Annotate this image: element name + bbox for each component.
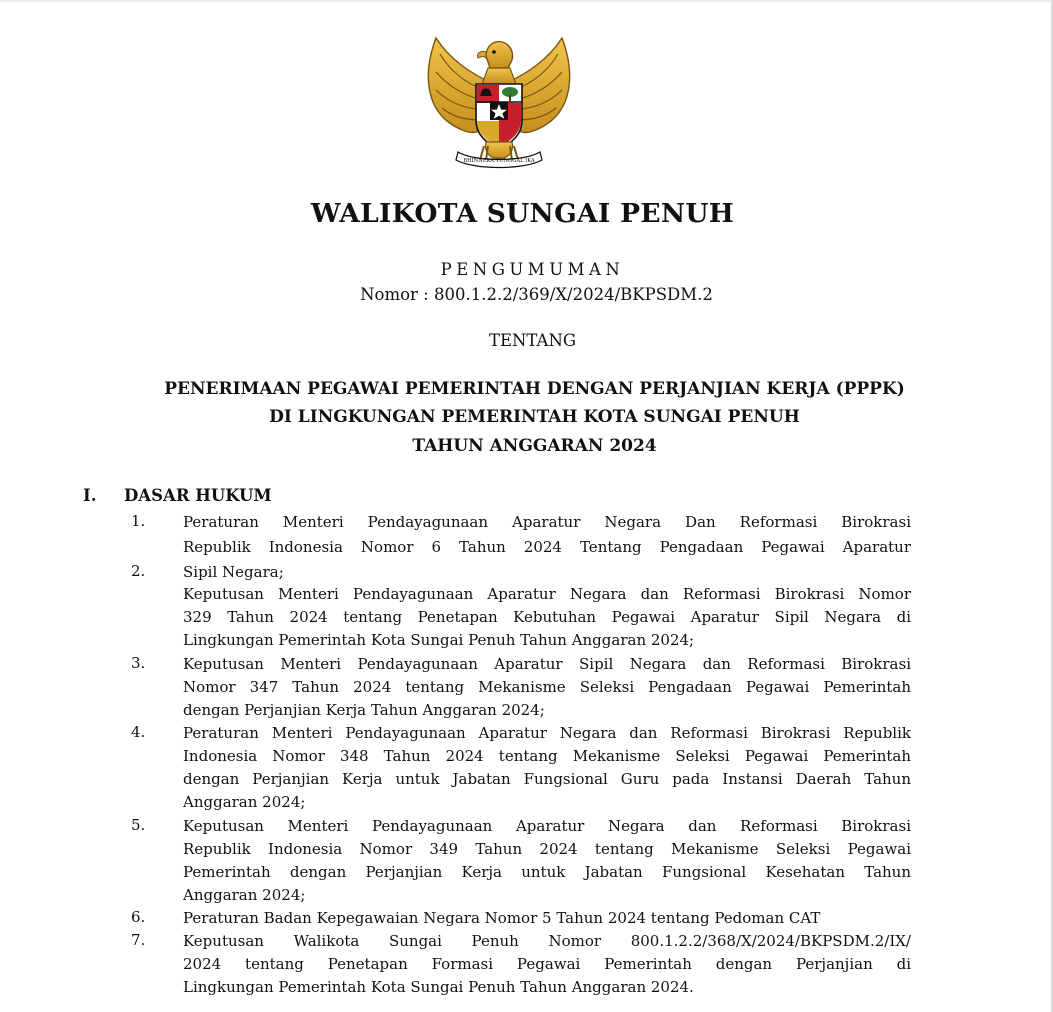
list-item-line: 2024 tentang Penetapan Formasi Pegawai Pemerintah dengan Perjanjian di bbox=[183, 955, 911, 973]
list-item-line: Peraturan Menteri Pendayagunaan Aparatur Negara Dan Reformasi Birokrasi bbox=[183, 513, 911, 531]
list-item-line: Keputusan Menteri Pendayagunaan Aparatur Negara dan Reformasi Birokrasi bbox=[183, 817, 911, 835]
subject-line-3: TAHUN ANGGARAN 2024 bbox=[412, 436, 657, 456]
list-item-line: Anggaran 2024; bbox=[183, 886, 306, 904]
list-item-number: 4. bbox=[131, 723, 146, 741]
garuda-pancasila-emblem-icon bbox=[424, 34, 574, 170]
list-item-line: Lingkungan Pemerintah Kota Sungai Penuh Tahun Anggaran 2024; bbox=[183, 631, 695, 649]
list-item-number: 7. bbox=[131, 931, 146, 949]
subject-line-1: PENERIMAAN PEGAWAI PEMERINTAH DENGAN PERJANJIAN KERJA (PPPK) bbox=[164, 379, 905, 399]
document-number: Nomor : 800.1.2.2/369/X/2024/BKPSDM.2 bbox=[360, 285, 713, 304]
list-item-number: 3. bbox=[131, 654, 146, 672]
list-item-line: dengan Perjanjian Kerja Tahun Anggaran 2024; bbox=[183, 701, 545, 719]
list-item-line: Keputusan Menteri Pendayagunaan Aparatur Negara dan Reformasi Birokrasi Nomor bbox=[183, 585, 911, 603]
list-item-line: Sipil Negara; bbox=[183, 563, 284, 581]
list-item-number: 6. bbox=[131, 908, 146, 926]
list-item-line: Keputusan Walikota Sungai Penuh Nomor 800.1.2.2/368/X/2024/BKPSDM.2/IX/ bbox=[183, 932, 911, 950]
tail bbox=[485, 142, 512, 158]
section-number: I. bbox=[83, 486, 97, 505]
list-item-line: Lingkungan Pemerintah Kota Sungai Penuh Tahun Anggaran 2024. bbox=[183, 978, 694, 996]
page-title: WALIKOTA SUNGAI PENUH bbox=[310, 198, 735, 229]
list-item-line: dengan Perjanjian Kerja untuk Jabatan Fungsional Guru pada Instansi Daerah Tahun bbox=[183, 770, 911, 788]
list-item-line: Keputusan Menteri Pendayagunaan Aparatur Sipil Negara dan Reformasi Birokrasi bbox=[183, 655, 911, 673]
list-item-line: Pemerintah dengan Perjanjian Kerja untuk Jabatan Fungsional Kesehatan Tahun bbox=[183, 863, 911, 881]
motto-text: BHINNEKA TUNGGAL IKA bbox=[463, 158, 535, 164]
list-item-line: Republik Indonesia Nomor 6 Tahun 2024 Tentang Pengadaan Pegawai Aparatur bbox=[183, 538, 911, 556]
list-item-line: Republik Indonesia Nomor 349 Tahun 2024 tentang Mekanisme Seleksi Pegawai bbox=[183, 840, 911, 858]
list-item-line: Peraturan Badan Kepegawaian Negara Nomor 5 Tahun 2024 tentang Pedoman CAT bbox=[183, 909, 821, 927]
list-item-line: Peraturan Menteri Pendayagunaan Aparatur Negara dan Reformasi Birokrasi Republik bbox=[183, 724, 911, 742]
announcement-label: PENGUMUMAN bbox=[440, 260, 625, 279]
list-item-line: Nomor 347 Tahun 2024 tentang Mekanisme Seleksi Pengadaan Pegawai Pemerintah bbox=[183, 678, 911, 696]
list-item-number: 1. bbox=[131, 512, 146, 530]
head bbox=[486, 42, 513, 68]
subject-line-2: DI LINGKUNGAN PEMERINTAH KOTA SUNGAI PENUH bbox=[269, 407, 800, 427]
list-item-line: 329 Tahun 2024 tentang Penetapan Kebutuhan Pegawai Aparatur Sipil Negara di bbox=[183, 608, 911, 626]
list-item-line: Indonesia Nomor 348 Tahun 2024 tentang Mekanisme Seleksi Pegawai Pemerintah bbox=[183, 747, 911, 765]
list-item-number: 2. bbox=[131, 562, 146, 580]
scan-top-shadow bbox=[0, 0, 1053, 3]
tentang-label: TENTANG bbox=[488, 331, 577, 350]
section-title: DASAR HUKUM bbox=[124, 486, 272, 505]
list-item-line: Anggaran 2024; bbox=[183, 793, 306, 811]
list-item-number: 5. bbox=[131, 816, 146, 834]
